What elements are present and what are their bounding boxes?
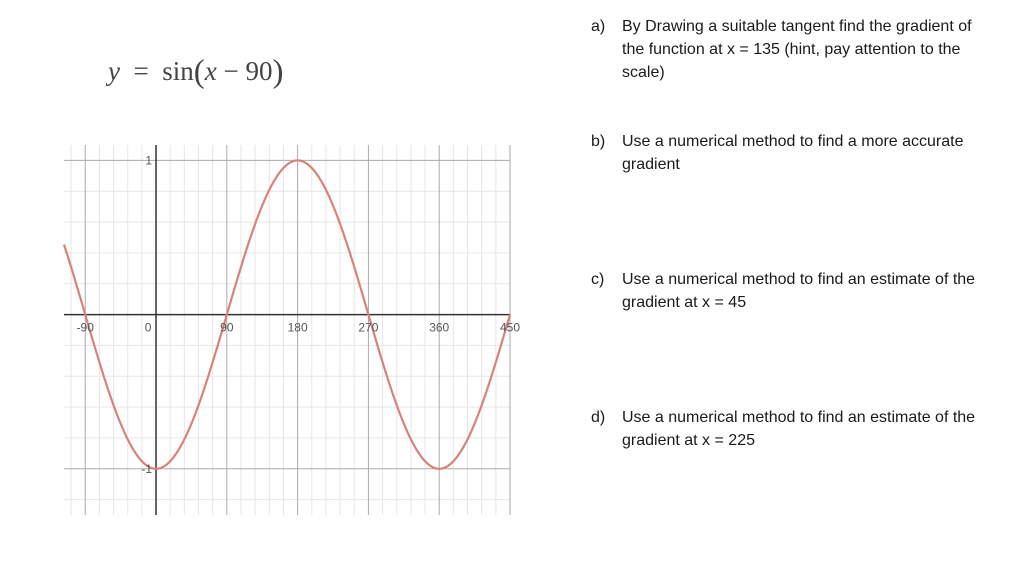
- x-tick-label: 0: [144, 320, 152, 335]
- y-tick-label: -1: [141, 461, 153, 476]
- equation-function: sin: [162, 56, 194, 86]
- question-b-label: b): [591, 133, 606, 150]
- equation-x: x: [204, 56, 217, 86]
- question-a-label: a): [591, 18, 606, 35]
- question-b-text: Use a numerical method to find a more accurate gradient: [622, 133, 964, 173]
- question-d-text: Use a numerical method to find an estimate of the gradient at x = 225: [622, 409, 976, 449]
- function-equation: [108, 54, 283, 91]
- equation-equals: =: [133, 56, 149, 86]
- question-c-text: Use a numerical method to find an estimate of the gradient at x = 45: [622, 271, 976, 311]
- x-tick-label: 90: [220, 320, 234, 335]
- x-tick-label: 180: [287, 320, 308, 335]
- question-a: [591, 15, 991, 84]
- sine-graph: [64, 145, 521, 515]
- x-tick-label: 450: [499, 320, 521, 335]
- x-tick-label: -90: [76, 320, 94, 335]
- equation-shift: 90: [245, 56, 273, 86]
- question-a-text: By Drawing a suitable tangent find the gradient of the function at x = 135 (hint, pay attention to the scale): [622, 18, 972, 81]
- question-c-label: c): [591, 271, 605, 288]
- equation-minus: −: [223, 56, 239, 86]
- x-tick-label: 270: [358, 320, 379, 335]
- equation-close-paren: ): [272, 54, 284, 90]
- question-c: [591, 268, 991, 314]
- y-tick-label: 1: [145, 153, 153, 168]
- question-d-label: d): [591, 409, 606, 426]
- question-d: [591, 406, 991, 452]
- x-tick-label: 360: [429, 320, 450, 335]
- question-b: [591, 130, 991, 176]
- equation-y: y: [108, 56, 120, 86]
- equation-open-paren: (: [193, 54, 205, 90]
